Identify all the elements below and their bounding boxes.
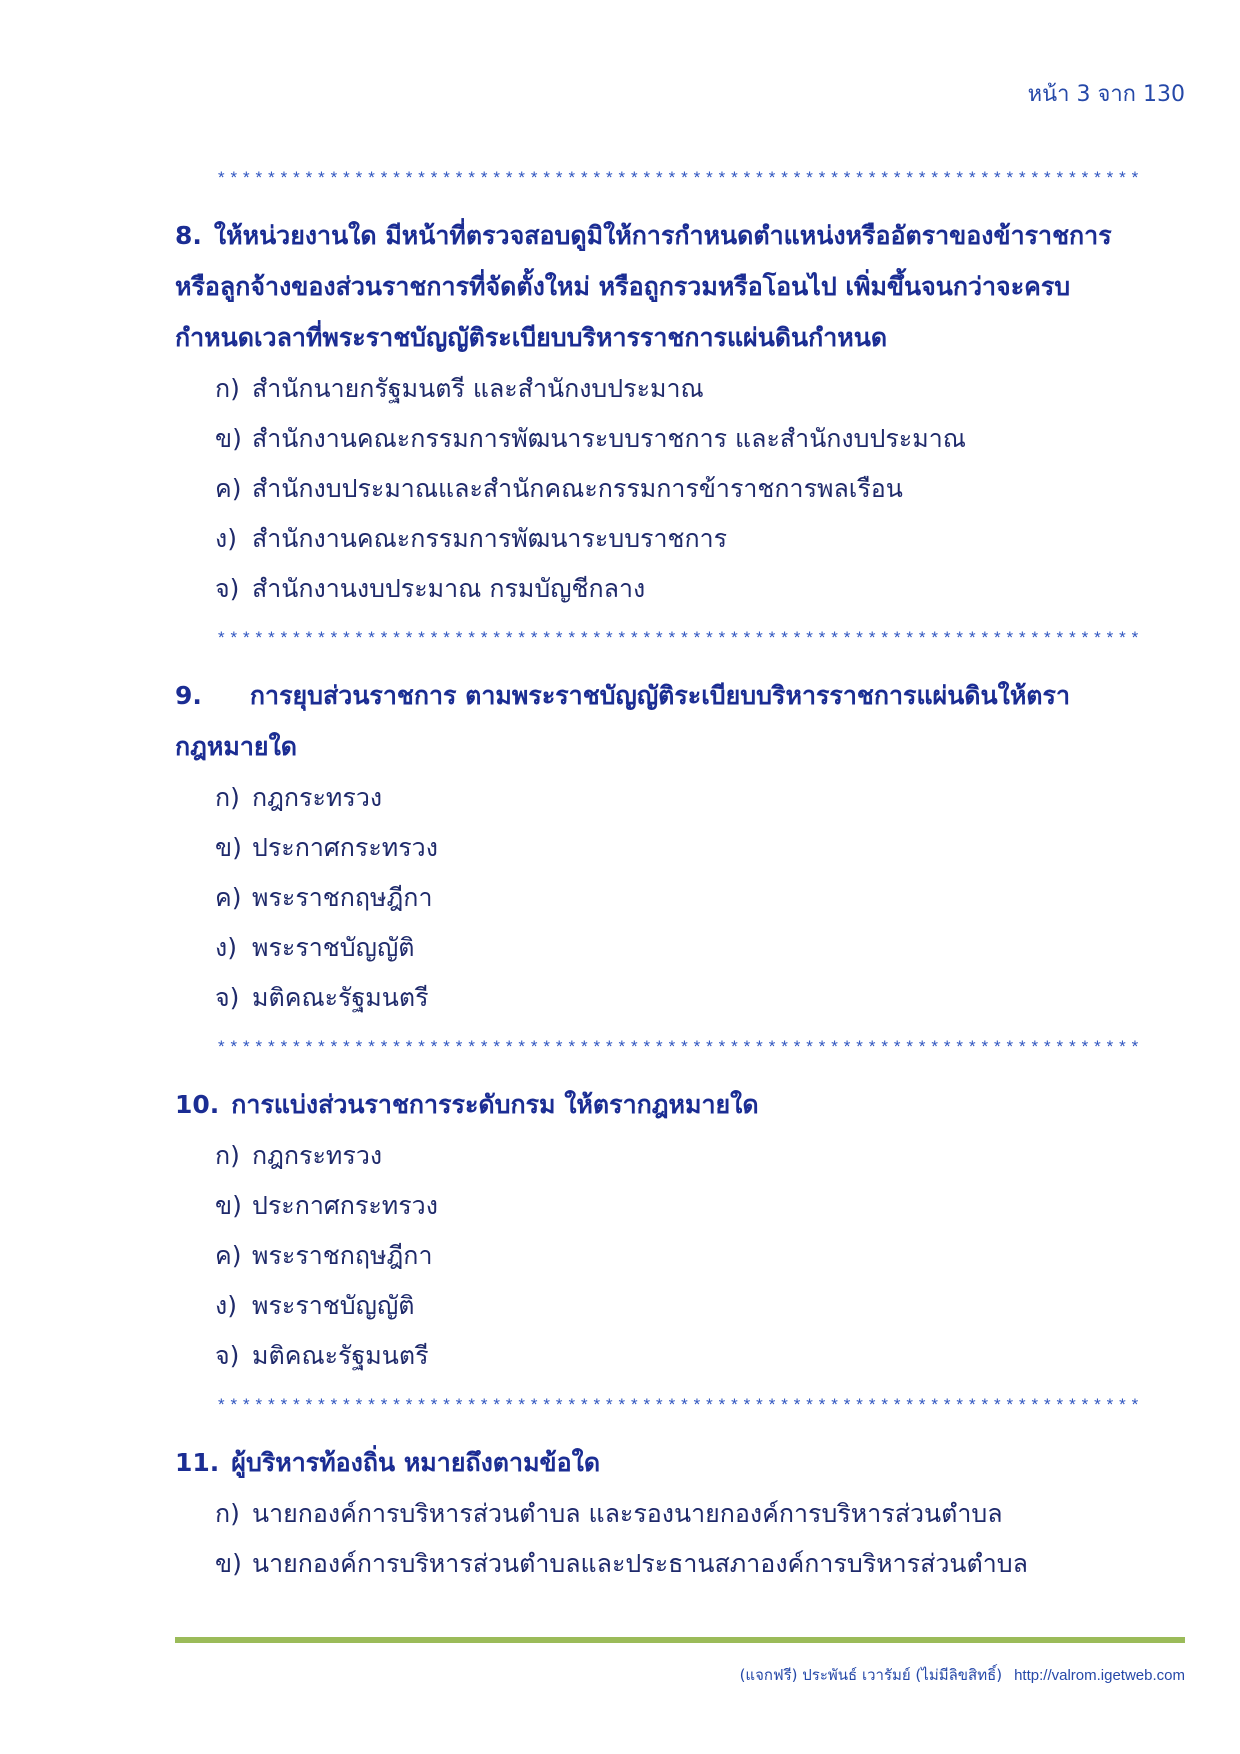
separator-stars: ************************************************************************** [218, 628, 1145, 647]
page-number: หน้า 3 จาก 130 [1027, 82, 1185, 107]
option-e [175, 564, 1185, 614]
question-number: 9. [175, 681, 202, 710]
option-text: ประกาศกระทรวง [252, 833, 438, 862]
page-footer [485, 1663, 1185, 1688]
option-label: จ) [215, 983, 240, 1012]
option-b [175, 414, 1185, 464]
option-text: มติคณะรัฐมนตรี [252, 1341, 429, 1370]
option-d [175, 1281, 1185, 1331]
question-11 [175, 1437, 1185, 1488]
option-text: สำนักงานงบประมาณ กรมบัญชีกลาง [252, 574, 646, 603]
option-label: ก) [215, 1499, 240, 1528]
question-10 [175, 1079, 1185, 1130]
option-text: กฎกระทรวง [252, 783, 383, 812]
question-9-options [175, 773, 1185, 1023]
question-text: การแบ่งส่วนราชการระดับกรม ให้ตรากฎหมายใด [231, 1090, 759, 1119]
question-text: การยุบส่วนราชการ ตามพระราชบัญญัติระเบียบบริหารราชการแผ่นดินให้ตรา [249, 681, 1071, 710]
option-label: ข) [215, 424, 242, 453]
question-text: ให้หน่วยงานใด มีหน้าที่ตรวจสอบดูมิให้การกำหนดตำแหน่งหรืออัตราของข้าราชการ [213, 221, 1112, 250]
option-c [175, 1231, 1185, 1281]
option-b [175, 1181, 1185, 1231]
option-label: ข) [215, 1191, 242, 1220]
question-line [175, 1079, 1185, 1130]
option-text: พระราชกฤษฎีกา [252, 883, 433, 912]
option-text: นายกองค์การบริหารส่วนตำบล และรองนายกองค์การบริหารส่วนตำบล [252, 1499, 1003, 1528]
option-b [175, 823, 1185, 873]
option-c [175, 464, 1185, 514]
option-d [175, 514, 1185, 564]
question-line: กำหนดเวลาที่พระราชบัญญัติระเบียบบริหารราชการแผ่นดินกำหนด [175, 323, 888, 352]
option-text: สำนักนายกรัฐมนตรี และสำนักงบประมาณ [252, 374, 704, 403]
footer-credit: (แจกฟรี) ประพันธ์ เวารัมย์ (ไม่มีลิขสิทธิ์) [739, 1666, 1003, 1684]
option-label: ค) [215, 474, 242, 503]
question-10-options [175, 1131, 1185, 1381]
option-text: สำนักงานคณะกรรมการพัฒนาระบบราชการ [252, 524, 728, 553]
option-label: ข) [215, 833, 242, 862]
option-label: ก) [215, 1141, 240, 1170]
footer-url: http://valrom.igetweb.com [1014, 1667, 1185, 1684]
question-line [175, 1437, 1185, 1488]
option-text: พระราชกฤษฎีกา [252, 1241, 433, 1270]
separator-stars: ************************************************************************** [218, 1395, 1145, 1414]
option-label: ง) [215, 933, 237, 962]
option-e [175, 1331, 1185, 1381]
separator-stars: ************************************************************************** [218, 1037, 1145, 1056]
option-label: ก) [215, 374, 240, 403]
option-a [175, 1489, 1185, 1539]
question-number: 8. [175, 221, 202, 250]
option-label: จ) [215, 1341, 240, 1370]
option-c [175, 873, 1185, 923]
question-line: กฎหมายใด [175, 732, 298, 761]
option-label: ข) [215, 1549, 242, 1578]
option-a [175, 364, 1185, 414]
option-e [175, 973, 1185, 1023]
question-text: ผู้บริหารท้องถิ่น หมายถึงตามข้อใด [231, 1448, 601, 1477]
option-text: พระราชบัญญัติ [252, 933, 415, 962]
option-text: ประกาศกระทรวง [252, 1191, 438, 1220]
question-number: 10. [175, 1090, 220, 1119]
question-number: 11. [175, 1448, 220, 1477]
option-d [175, 923, 1185, 973]
question-8-options [175, 364, 1185, 614]
option-label: ง) [215, 1291, 237, 1320]
option-text: นายกองค์การบริหารส่วนตำบลและประธานสภาองค์การบริหารส่วนตำบล [252, 1549, 1028, 1578]
option-text: กฎกระทรวง [252, 1141, 383, 1170]
option-label: ค) [215, 1241, 242, 1270]
question-line: หรือลูกจ้างของส่วนราชการที่จัดตั้งใหม่ หรือถูกรวมหรือโอนไป เพิ่มขึ้นจนกว่าจะครบ [175, 272, 1071, 301]
option-text: มติคณะรัฐมนตรี [252, 983, 429, 1012]
question-11-options [175, 1489, 1185, 1589]
question-list [175, 158, 1185, 1589]
option-label: ง) [215, 524, 237, 553]
option-text: พระราชบัญญัติ [252, 1291, 415, 1320]
question-9 [175, 670, 1185, 772]
option-label: ก) [215, 783, 240, 812]
footer-rule [175, 1637, 1185, 1643]
option-a [175, 1131, 1185, 1181]
option-label: จ) [215, 574, 240, 603]
question-8 [175, 210, 1185, 363]
question-line [175, 210, 1185, 261]
option-label: ค) [215, 883, 242, 912]
option-text: สำนักงบประมาณและสำนักคณะกรรมการข้าราชการพลเรือน [252, 474, 903, 503]
question-line [175, 670, 1185, 721]
option-text: สำนักงานคณะกรรมการพัฒนาระบบราชการ และสำนักงบประมาณ [252, 424, 966, 453]
separator-stars: ************************************************************************** [218, 168, 1145, 187]
option-a [175, 773, 1185, 823]
option-b [175, 1539, 1185, 1589]
